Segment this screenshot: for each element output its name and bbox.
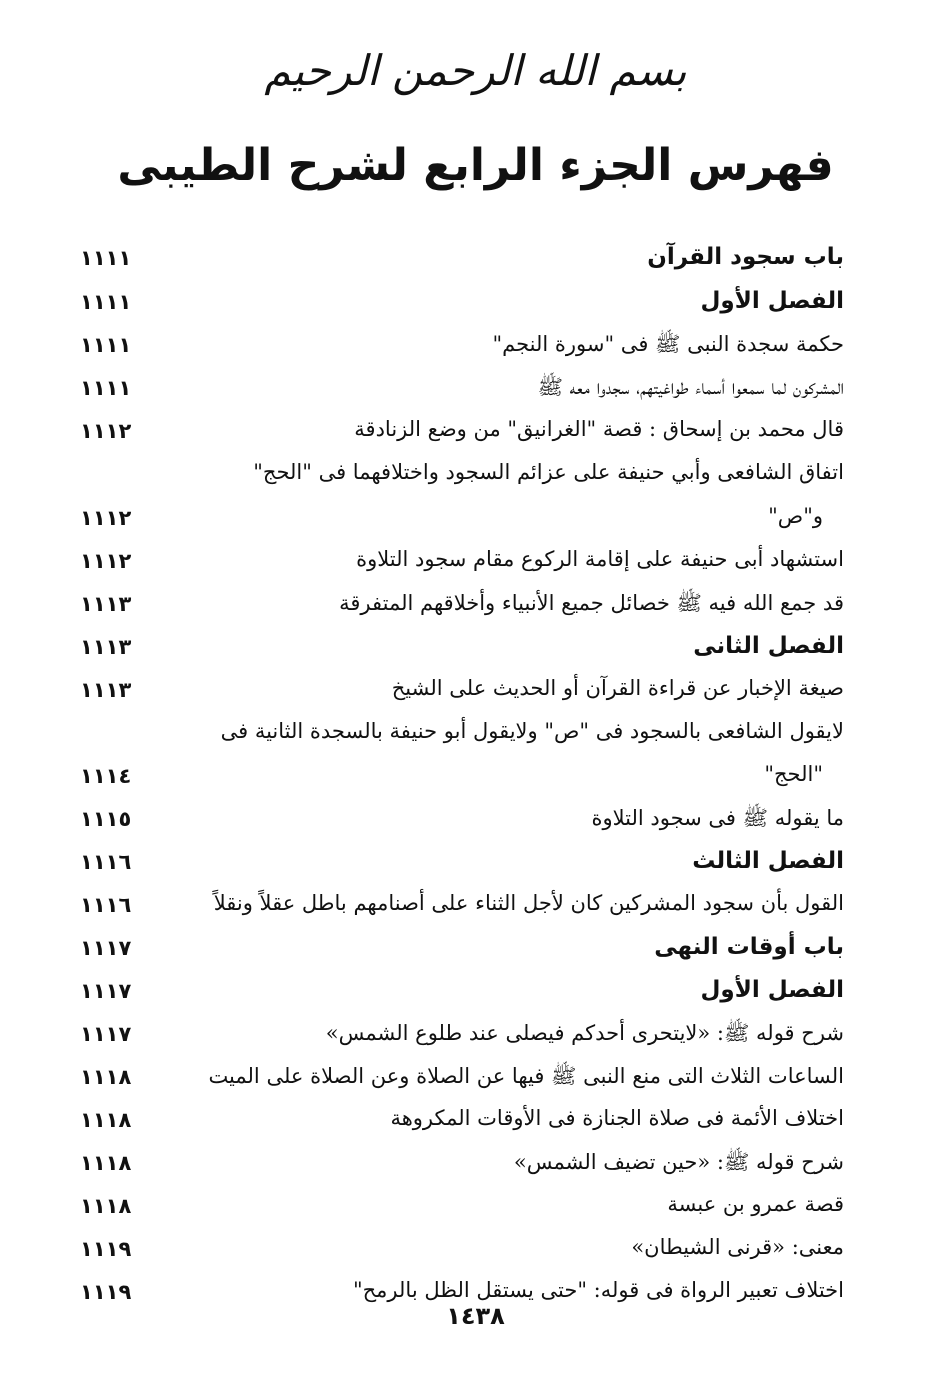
- toc-entry: شرح قوله ﷺ: «لايتحرى أحدكم فيصلى عند طلوع الشمس»: [325, 1021, 844, 1045]
- toc-page-number: ١١١٦: [80, 850, 132, 874]
- toc-page-number: ١١١٢: [80, 419, 132, 443]
- toc-page-number: ١١١١: [80, 290, 132, 314]
- toc-page-number: ١١١١: [80, 246, 132, 270]
- page-number: ١٤٣٨: [446, 1302, 505, 1330]
- toc-entry: استشهاد أبى حنيفة على إقامة الركوع مقام سجود التلاوة: [356, 547, 844, 571]
- toc-page-number: ١١١٦: [80, 893, 132, 917]
- toc-entry: باب أوقات النهى: [654, 934, 844, 960]
- toc-entry: الساعات الثلاث التى منع النبى ﷺ فيها عن الصلاة وعن الصلاة على الميت: [208, 1064, 844, 1088]
- toc-page-number: ١١١٤: [80, 764, 132, 788]
- basmala: بسم الله الرحمن الرحيم: [264, 46, 687, 95]
- toc-page-number: ١١١٧: [80, 1022, 132, 1046]
- toc-entry: الفصل الأول: [700, 977, 844, 1003]
- toc-entry: اختلاف تعبير الرواة فى قوله: "حتى يستقل الظل بالرمح": [352, 1278, 844, 1302]
- toc-entry: اتفاق الشافعى وأبي حنيفة على عزائم السجود واختلافهما فى "الحج": [253, 460, 844, 484]
- toc-page-number: ١١١٣: [80, 678, 132, 702]
- toc-page-number: ١١١٨: [80, 1065, 132, 1089]
- toc-page-number: ١١١١: [80, 333, 132, 357]
- toc-entry: المشركون لما سمعوا أسماء طواغيتهم، سجدوا معه ﷺ: [537, 375, 844, 399]
- toc-entry: "الحج": [764, 762, 823, 786]
- toc-page-number: ١١١٨: [80, 1194, 132, 1218]
- toc-entry: الفصل الثانى: [693, 633, 844, 659]
- toc-page-number: ١١١٩: [80, 1280, 132, 1304]
- toc-entry: صيغة الإخبار عن قراءة القرآن أو الحديث على الشيخ: [391, 676, 844, 700]
- toc-entry: ما يقوله ﷺ فى سجود التلاوة: [591, 806, 844, 830]
- toc-page-number: ١١١١: [80, 376, 132, 400]
- toc-entry: الفصل الأول: [700, 288, 844, 314]
- toc-entry: باب سجود القرآن: [647, 244, 844, 270]
- toc-page-number: ١١١٣: [80, 635, 132, 659]
- toc-page-number: ١١١٢: [80, 506, 132, 530]
- toc-entry: الفصل الثالث: [692, 848, 844, 874]
- toc-page-number: ١١١٩: [80, 1237, 132, 1261]
- toc-page-number: ١١١٧: [80, 936, 132, 960]
- toc-entry: شرح قوله ﷺ: «حين تضيف الشمس»: [513, 1150, 844, 1174]
- toc-page-number: ١١١٨: [80, 1151, 132, 1175]
- table-of-contents: [0, 238, 951, 1308]
- toc-page-number: ١١١٧: [80, 979, 132, 1003]
- toc-page-number: ١١١٥: [80, 807, 132, 831]
- toc-entry: و"ص": [768, 504, 823, 528]
- toc-entry: قصة عمرو بن عبسة: [667, 1192, 844, 1216]
- toc-page-number: ١١١٨: [80, 1108, 132, 1132]
- toc-page-number: ١١١٢: [80, 549, 132, 573]
- toc-entry: القول بأن سجود المشركين كان لأجل الثناء على أصنامهم باطل عقلاً ونقلاً: [213, 891, 844, 915]
- toc-entry: قد جمع الله فيه ﷺ خصائل جميع الأنبياء وأخلاقهم المتفرقة: [339, 591, 844, 615]
- toc-entry: اختلاف الأئمة فى صلاة الجنازة فى الأوقات المكروهة: [390, 1106, 844, 1130]
- page-title: فهرس الجزء الرابع لشرح الطيبى: [117, 140, 834, 191]
- toc-page-number: ١١١٣: [80, 592, 132, 616]
- toc-entry: حكمة سجدة النبى ﷺ فى "سورة النجم": [492, 332, 844, 356]
- toc-entry: قال محمد بن إسحاق : قصة "الغرانيق" من وضع الزنادقة: [354, 417, 844, 441]
- toc-entry: لايقول الشافعى بالسجود فى "ص" ولايقول أبو حنيفة بالسجدة الثانية فى: [220, 719, 844, 743]
- toc-entry: معنى: «قرنى الشيطان»: [631, 1235, 844, 1259]
